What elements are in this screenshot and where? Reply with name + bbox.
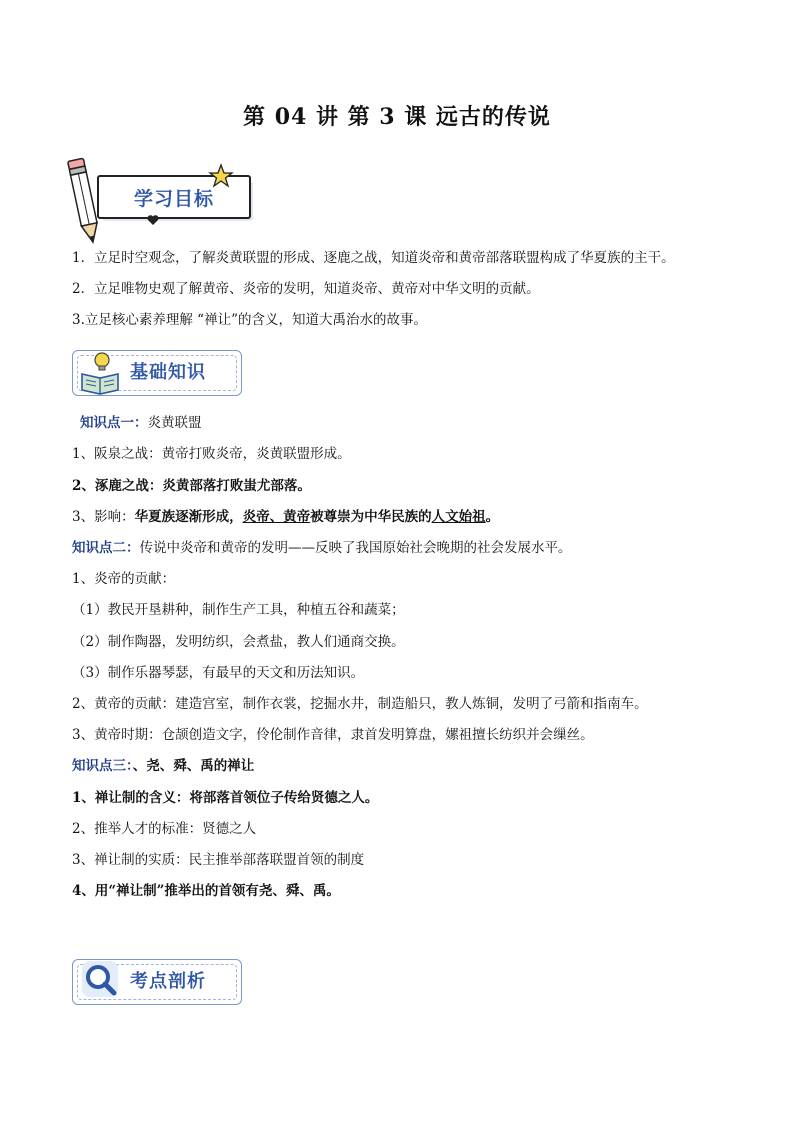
kp1-title: 炎黄联盟 [147, 415, 202, 431]
objective-1: 1．立足时空观念，了解炎黄联盟的形成、逐鹿之战，知道炎帝和黄帝部落联盟构成了华夏族的主干。 [72, 250, 675, 266]
analysis-heading: 考点剖析 [130, 971, 206, 992]
objective-3: 3.立足核心素养理解 “禅让”的含义，知道大禹治水的故事。 [72, 312, 427, 328]
analysis-banner [72, 957, 242, 1007]
kp1-label: 知识点一： [80, 415, 148, 431]
kp3-title: 、尧、舜、禹的禅让 [132, 758, 255, 774]
kp3-heading [72, 756, 254, 776]
kp1-line-3 [72, 507, 499, 527]
kp3-line-4: 4、用“禅让制”推举出的首领有尧、舜、禹。 [72, 883, 340, 899]
basics-heading: 基础知识 [130, 362, 206, 383]
kp1-heading [80, 413, 202, 433]
objectives-heading: 学习目标 [133, 187, 214, 210]
kp2-line-2: （1）教民开垦耕种，制作生产工具，种植五谷和蔬菜； [72, 602, 405, 618]
kp1-line-3-a: 华夏族逐渐形成， [134, 509, 243, 525]
kp2-line-4: （3）制作乐器琴瑟，有最早的天文和历法知识。 [72, 665, 365, 681]
kp2-line-6: 3、黄帝时期：仓颉创造文字，伶伦制作音律，隶首发明算盘，嫘祖擅长纺织并会缫丝。 [72, 727, 594, 743]
page-title: 第 04 讲 第 3 课 远古的传说 [243, 104, 551, 130]
kp3-line-3: 3、禅让制的实质：民主推举部落联盟首领的制度 [72, 852, 365, 868]
kp1-line-3-underline-1: 炎帝、黄帝 [242, 509, 311, 525]
kp2-title: 传说中炎帝和黄帝的发明——反映了我国原始社会晚期的社会发展水平。 [139, 540, 572, 556]
kp1-line-1: 1、阪泉之战：黄帝打败炎帝，炎黄联盟形成。 [72, 446, 351, 462]
kp2-heading [72, 538, 572, 558]
kp2-line-1: 1、炎帝的贡献： [72, 571, 176, 587]
kp1-line-3-end: 。 [485, 509, 500, 525]
kp1-line-2: 2、涿鹿之战：炎黄部落打败蚩尤部落。 [72, 478, 311, 494]
kp2-line-5: 2、黄帝的贡献：建造宫室，制作衣裳，挖掘水井，制造船只，教人炼铜，发明了弓箭和指南车。 [72, 696, 648, 712]
kp1-line-3-prefix: 3、影响： [72, 509, 135, 525]
kp1-line-3-underline-2: 人文始祖 [431, 509, 486, 525]
kp1-line-3-b: 被尊崇为中华民族的 [310, 509, 432, 525]
kp2-line-3: （2）制作陶器，发明纺织，会煮盐，教人们通商交换。 [72, 634, 405, 650]
star-icon [208, 163, 234, 189]
objective-2: 2．立足唯物史观了解黄帝、炎帝的发明，知道炎帝、黄帝对中华文明的贡献。 [72, 281, 540, 297]
magnifier-icon [78, 957, 122, 1005]
kp2-label: 知识点二： [72, 540, 140, 556]
basics-banner [72, 348, 242, 398]
heart-icon [146, 213, 160, 227]
book-lightbulb-icon [78, 348, 122, 396]
objectives-banner [62, 155, 237, 250]
kp3-line-2: 2、推举人才的标准：贤德之人 [72, 821, 257, 837]
kp3-label: 知识点三： [72, 758, 133, 774]
kp3-line-1: 1、禅让制的含义：将部落首领位子传给贤德之人。 [72, 790, 379, 806]
